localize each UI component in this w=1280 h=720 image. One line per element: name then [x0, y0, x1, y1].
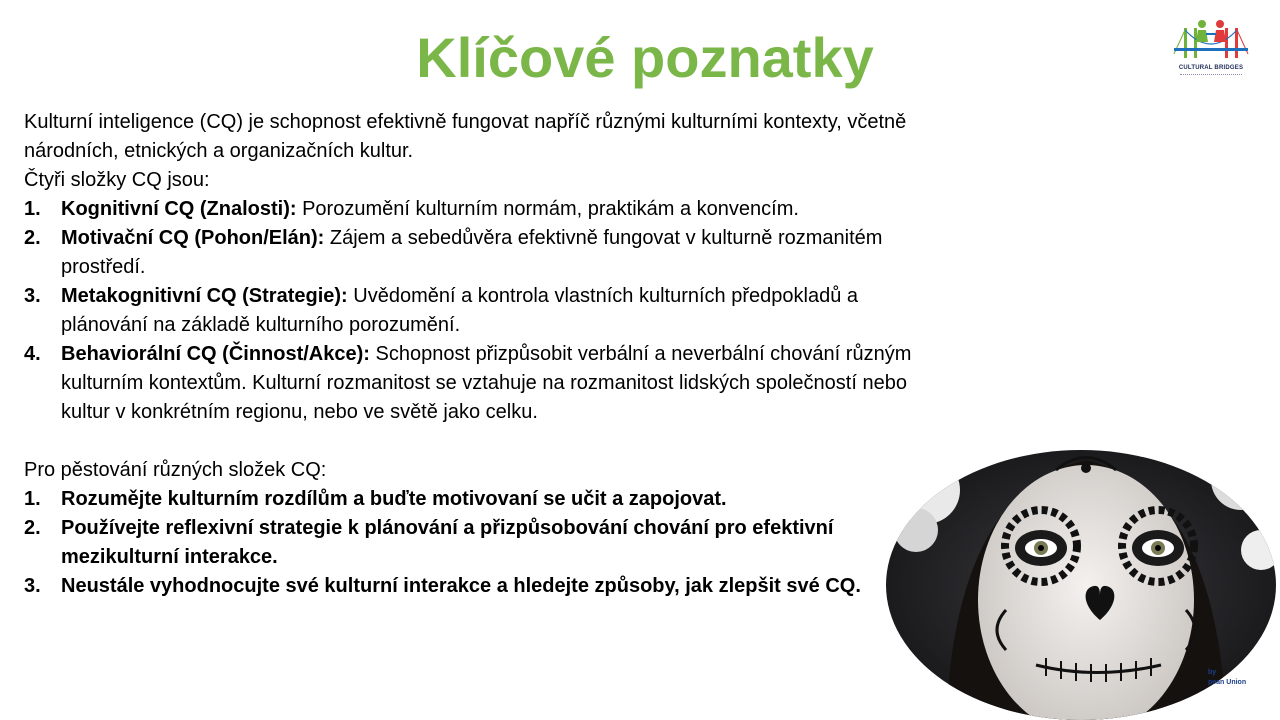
eu-funding-note — [1208, 668, 1268, 688]
list-number: 2. — [24, 227, 41, 249]
cultivate-list — [24, 485, 894, 601]
list-item — [24, 514, 894, 572]
list-item — [24, 340, 924, 427]
list-number: 1. — [24, 488, 41, 510]
intro-components-heading: Čtyři složky CQ jsou: — [24, 169, 210, 191]
cultivate-text: Používejte reflexivní strategie k plánování a přizpůsobování chování pro efektivní mezikulturní interakce. — [61, 517, 834, 568]
list-number: 1. — [24, 198, 41, 220]
paragraph-spacer — [24, 427, 924, 456]
bridge-people-icon — [1172, 14, 1250, 66]
cultivate-text: Neustále vyhodnocujte své kulturní interakce a hledejte způsoby, jak zlepšit své CQ. — [61, 575, 861, 597]
component-label: Kognitivní CQ (Znalosti): — [61, 198, 297, 220]
list-number: 3. — [24, 285, 41, 307]
slide-title: Klíčové poznatky — [416, 26, 874, 89]
intro-definition: Kulturní inteligence (CQ) je schopnost efektivně fungovat napříč různými kulturními kontexty, včetně národních, etnických a organizačních kultur. — [24, 111, 907, 162]
list-number: 4. — [24, 343, 41, 365]
component-label: Motivační CQ (Pohon/Elán): — [61, 227, 325, 249]
logo-tagline-line — [1180, 74, 1242, 77]
cq-components-list — [24, 195, 924, 427]
content-body — [24, 108, 924, 601]
eu-funding-line1: by — [1208, 669, 1217, 676]
list-item — [24, 485, 894, 514]
cultivate-heading: Pro pěstování různých složek CQ: — [24, 459, 327, 481]
list-number: 2. — [24, 517, 41, 539]
eu-funding-line2: pean Union — [1208, 679, 1247, 686]
list-item — [24, 572, 894, 601]
cultivate-text: Rozumějte kulturním rozdílům a buďte motivovaní se učit a zapojovat. — [61, 488, 727, 510]
list-item — [24, 224, 924, 282]
component-description: Porozumění kulturním normám, praktikám a konvencím. — [296, 198, 799, 220]
list-item — [24, 195, 924, 224]
list-item — [24, 282, 924, 340]
component-description: Uvědomění a kontrola vlastních kulturních předpokladů a plánování na základě kulturního porozumění. — [61, 285, 858, 336]
logo-text: CULTURAL BRIDGES — [1178, 65, 1244, 71]
component-label: Behaviorální CQ (Činnost/Akce): — [61, 343, 370, 365]
cultural-bridges-logo — [1172, 14, 1250, 80]
component-label: Metakognitivní CQ (Strategie): — [61, 285, 348, 307]
component-description: Zájem a sebedůvěra efektivně fungovat v kulturně rozmanitém prostředí. — [61, 227, 883, 278]
component-description: Schopnost přizpůsobit verbální a neverbální chování různým kulturním kontextům. Kulturní rozmanitost se vztahuje na rozmanitost lidských společností nebo kultur v konkrétním regionu, nebo ve světě jako celku. — [61, 343, 912, 423]
list-number: 3. — [24, 575, 41, 597]
